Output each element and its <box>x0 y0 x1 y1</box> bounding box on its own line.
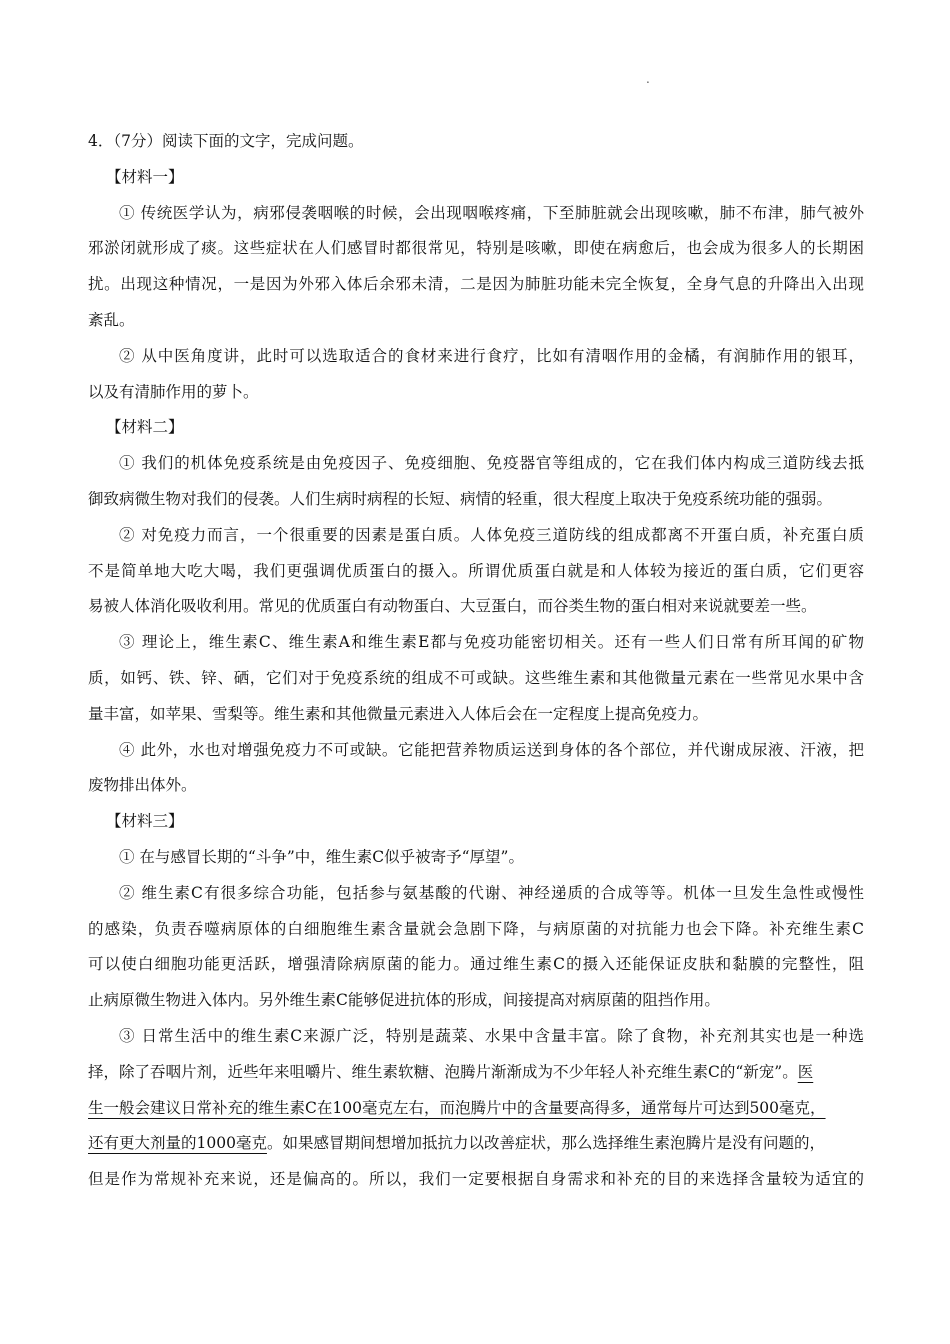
paragraph-line: 以及有清肺作用的萝卜。 <box>88 382 259 401</box>
material2-paragraph4 <box>88 733 864 805</box>
paragraph-line: ① 传统医学认为，病邪侵袭咽喉的时候，会出现咽喉疼痛，下至肺脏就会出现咳嗽，肺不布津，肺气被外 <box>119 203 864 222</box>
paragraph-line <box>88 1126 864 1162</box>
page-top-mark: . <box>646 72 650 86</box>
paragraph-line: ② 从中医角度讲，此时可以选取适合的食材来进行食疗，比如有清咽作用的金橘，有润肺作用的银耳， <box>119 346 864 365</box>
paragraph-line: ④ 此外，水也对增强免疫力不可或缺。它能把营养物质运送到身体的各个部位，并代谢成尿液、汗液，把 <box>119 740 864 759</box>
material3-paragraph2 <box>88 876 864 1019</box>
underlined-text: 生一般会建议日常补充的维生素C在100毫克左右，而泡腾片中的含量要高得多，通常每片可达到500毫克， <box>88 1098 826 1117</box>
paragraph-line: 扰。出现这种情况，一是因为外邪入体后余邪未清，二是因为肺脏功能未完全恢复，全身气息的升降出入出现 <box>88 275 864 294</box>
text-run: 。如果感冒期间想增加抵抗力以改善症状，那么选择维生素泡腾片是没有问题的， <box>266 1134 825 1153</box>
paragraph-line: ② 对免疫力而言，一个很重要的因素是蛋白质。人体免疫三道防线的组成都离不开蛋白质，补充蛋白质 <box>119 525 864 544</box>
paragraph-line: 量丰富，如苹果、雪梨等。维生素和其他微量元素进入人体后会在一定程度上提高免疫力。 <box>88 704 709 723</box>
paragraph-line: ① 我们的机体免疫系统是由免疫因子、免疫细胞、免疫器官等组成的，它在我们体内构成三道防线去抵 <box>119 454 864 473</box>
paragraph-line <box>88 1055 864 1091</box>
text-run: 择，除了吞咽片剂，近些年来咀嚼片、维生素软糖、泡腾片渐渐成为不少年轻人补充维生素C的“新宠”。 <box>88 1062 798 1081</box>
material1-paragraph1 <box>88 196 864 339</box>
paragraph-line: 质，如钙、铁、锌、硒，它们对于免疫系统的组成不可或缺。这些维生素和其他微量元素在一些常见水果中含 <box>88 668 864 687</box>
material2-heading: 【材料二】 <box>106 418 184 437</box>
paragraph-line: 紊乱。 <box>88 310 135 329</box>
paragraph-line: 邪淤闭就形成了痰。这些症状在人们感冒时都很常见，特别是咳嗽，即使在病愈后，也会成为很多人的长期困 <box>88 239 864 258</box>
material2-paragraph3 <box>88 625 864 732</box>
underlined-text: 还有更大剂量的1000毫克 <box>88 1134 267 1153</box>
paragraph-line: ③ 理论上，维生素C、维生素A和维生素E都与免疫功能密切相关。还有一些人们日常有所耳闻的矿物 <box>119 633 864 652</box>
paragraph-line: 易被人体消化吸收利用。常见的优质蛋白有动物蛋白、大豆蛋白，而谷类生物的蛋白相对来说就要差一些。 <box>88 597 817 616</box>
material2-paragraph1 <box>88 446 864 518</box>
material1-paragraph2 <box>88 339 864 411</box>
paragraph-line: 的感染，负责吞噬病原体的白细胞维生素含量就会急剧下降，与病原菌的对抗能力也会下降。补充维生素C <box>88 919 864 938</box>
paragraph-line: 不是简单地大吃大喝，我们更强调优质蛋白的摄入。所谓优质蛋白就是和人体较为接近的蛋白质，它们更容 <box>88 561 864 580</box>
material3-paragraph1: ① 在与感冒长期的“斗争”中，维生素C似乎被寄予“厚望”。 <box>119 847 524 866</box>
material3-paragraph3 <box>88 1019 864 1198</box>
paragraph-line <box>88 1091 864 1127</box>
underlined-text: 医 <box>797 1062 814 1081</box>
paragraph-line: ② 维生素C有很多综合功能，包括参与氨基酸的代谢、神经递质的合成等等。机体一旦发生急性或慢性 <box>119 883 864 902</box>
paragraph-line: 废物排出体外。 <box>88 776 197 795</box>
paragraph-line: 御致病微生物对我们的侵袭。人们生病时病程的长短、病情的轻重，很大程度上取决于免疫系统功能的强弱。 <box>88 489 833 508</box>
question-title: 4．（7分）阅读下面的文字，完成问题。 <box>88 132 364 150</box>
paragraph-line: 止病原微生物进入体内。另外维生素C能够促进抗体的形成，间接提高对病原菌的阻挡作用。 <box>88 991 720 1010</box>
paragraph-line: 但是作为常规补充来说，还是偏高的。所以，我们一定要根据自身需求和补充的目的来选择含量较为适宜的 <box>88 1170 864 1189</box>
material1-heading: 【材料一】 <box>106 167 184 186</box>
document-content <box>88 124 864 1198</box>
paragraph-line: ③ 日常生活中的维生素C来源广泛，特别是蔬菜、水果中含量丰富。除了食物，补充剂其实也是一种选 <box>119 1026 864 1045</box>
paragraph-line: 可以使白细胞功能更活跃，增强清除病原菌的能力。通过维生素C的摄入还能保证皮肤和黏膜的完整性，阻 <box>88 955 864 974</box>
material3-heading: 【材料三】 <box>106 812 184 831</box>
material2-paragraph2 <box>88 518 864 625</box>
